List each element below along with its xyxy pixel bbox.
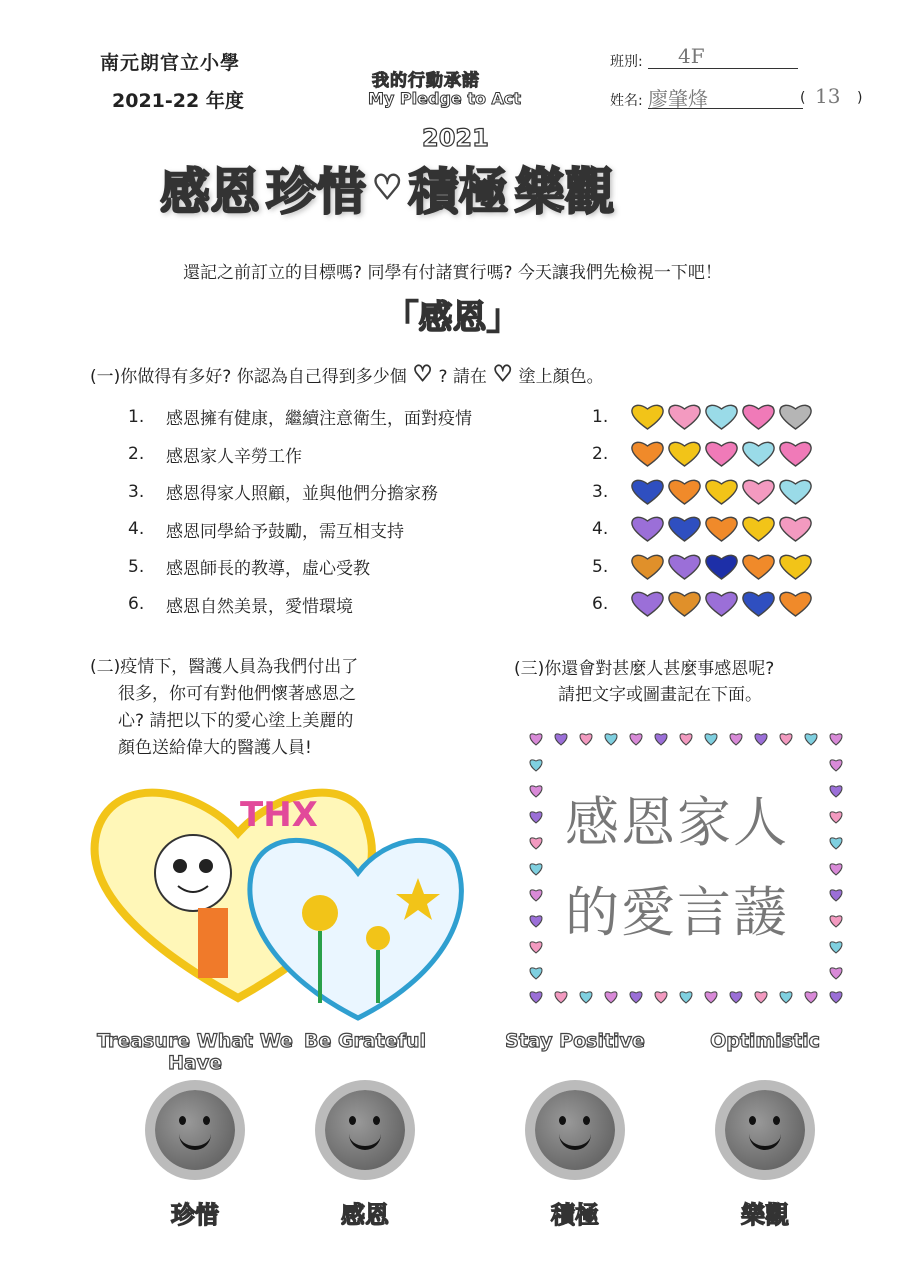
border-heart-icon: [805, 992, 817, 1003]
border-heart-icon: [530, 968, 542, 979]
colored-heart-icon[interactable]: [741, 439, 776, 469]
face-eye: [199, 859, 213, 873]
border-heart-icon: [705, 992, 717, 1003]
border-heart-icon: [755, 992, 767, 1003]
item-text: 感恩師長的教導，虛心受教: [166, 559, 370, 580]
heart-row: [592, 511, 832, 549]
question-3-prompt: [514, 656, 854, 708]
colored-heart-icon[interactable]: [704, 514, 739, 544]
colored-heart-icon[interactable]: [741, 552, 776, 582]
border-heart-icon: [605, 992, 617, 1003]
pledge-title-en: My Pledge to Act: [368, 89, 522, 108]
gratitude-item: [128, 511, 578, 549]
row-number: 3.: [592, 481, 609, 502]
heart-outline-icon: ♡: [412, 362, 433, 387]
border-heart-icon: [555, 992, 567, 1003]
item-text: 感恩自然美景，愛惜環境: [166, 596, 353, 617]
paren-close: ): [857, 90, 863, 106]
question-1-prompt: [90, 362, 604, 387]
face-drawing: [155, 835, 231, 911]
paren-open: (: [800, 90, 806, 106]
border-heart-icon: [530, 838, 542, 849]
gratitude-items-list: [128, 398, 578, 623]
border-heart-icon: [830, 760, 842, 771]
item-number: 4.: [128, 519, 145, 540]
q2-line: 很多，你可有對他們懷著感恩之: [118, 684, 356, 704]
sun-face-icon: [325, 1090, 405, 1170]
border-heart-icon: [830, 890, 842, 901]
body-drawing: [198, 908, 228, 978]
colored-heart-icon[interactable]: [704, 477, 739, 507]
border-heart-icon: [780, 734, 792, 745]
border-heart-icon: [730, 992, 742, 1003]
colored-heart-icon[interactable]: [630, 402, 665, 432]
value-sun: [665, 1030, 865, 1250]
banner-word-treasure: 珍惜: [266, 163, 366, 221]
border-heart-icon: [830, 734, 842, 745]
colored-heart-icon[interactable]: [667, 477, 702, 507]
heart-drawing: [88, 778, 468, 1028]
colored-heart-icon[interactable]: [704, 402, 739, 432]
border-heart-icon: [605, 734, 617, 745]
heart-outline-icon: ♡: [492, 362, 513, 387]
border-heart-icon: [705, 734, 717, 745]
gratitude-item: [128, 548, 578, 586]
handwritten-line: 感恩家人: [565, 791, 789, 854]
name-label: 姓名:: [610, 93, 643, 109]
handwritten-answer: [565, 778, 825, 958]
border-heart-icon: [530, 942, 542, 953]
colored-heart-icon[interactable]: [704, 552, 739, 582]
q2-line: 心? 請把以下的愛心塗上美麗的: [118, 711, 354, 731]
value-suns-row: [0, 1030, 905, 1270]
theme-banner: [160, 148, 760, 228]
border-heart-icon: [830, 942, 842, 953]
border-heart-icon: [830, 916, 842, 927]
colored-heart-icon[interactable]: [741, 514, 776, 544]
border-heart-icon: [530, 890, 542, 901]
colored-heart-icon[interactable]: [667, 439, 702, 469]
class-number-value: 13: [815, 84, 841, 108]
border-heart-icon: [555, 734, 567, 745]
sun-label: 積極: [551, 1201, 599, 1229]
sun-caption: Optimistic: [710, 1030, 820, 1052]
border-heart-icon: [530, 734, 542, 745]
border-heart-icon: [630, 734, 642, 745]
item-number: 2.: [128, 444, 145, 465]
row-number: 4.: [592, 519, 609, 540]
colored-heart-icon[interactable]: [778, 477, 813, 507]
colored-heart-icon[interactable]: [630, 589, 665, 619]
colored-heart-icon[interactable]: [630, 514, 665, 544]
sun-label: 感恩: [341, 1201, 389, 1229]
banner-word-positive: 積極: [408, 163, 509, 221]
colored-heart-icon[interactable]: [667, 402, 702, 432]
row-number: 1.: [592, 406, 609, 427]
border-heart-icon: [580, 734, 592, 745]
sun-caption: Treasure What We Have: [97, 1030, 293, 1074]
border-heart-icon: [580, 992, 592, 1003]
item-text: 感恩同學給予鼓勵，需互相支持: [166, 521, 404, 542]
thx-drawing-text: THX: [240, 795, 318, 835]
colored-heart-icon[interactable]: [630, 439, 665, 469]
school-name: 南元朗官立小學: [100, 52, 241, 74]
colored-heart-icon[interactable]: [704, 439, 739, 469]
gratitude-item: [128, 586, 578, 624]
pledge-title-zh: 我的行動承諾: [372, 71, 480, 91]
border-heart-icon: [530, 864, 542, 875]
border-heart-icon: [655, 734, 667, 745]
colored-heart-icon[interactable]: [667, 589, 702, 619]
sun-label: 珍惜: [171, 1201, 219, 1229]
heart-row: [592, 436, 832, 474]
border-heart-icon: [830, 786, 842, 797]
border-heart-icon: [830, 864, 842, 875]
flower-drawing: [302, 895, 338, 931]
border-heart-icon: [830, 992, 842, 1003]
banner-word-optimistic: 樂觀: [514, 163, 615, 221]
border-heart-icon: [780, 992, 792, 1003]
colored-heart-icon[interactable]: [778, 439, 813, 469]
section-title: 「感恩」: [384, 298, 521, 338]
row-number: 5.: [592, 556, 609, 577]
item-number: 6.: [128, 594, 145, 615]
border-heart-icon: [655, 992, 667, 1003]
q1-suffix: 塗上顏色。: [518, 367, 604, 387]
border-heart-icon: [530, 760, 542, 771]
border-heart-icon: [530, 992, 542, 1003]
border-heart-icon: [755, 734, 767, 745]
handwritten-line: 的愛言蘐: [565, 881, 789, 944]
sun-caption: Stay Positive: [505, 1030, 645, 1052]
border-heart-icon: [805, 734, 817, 745]
name-value: 廖肇烽: [648, 87, 708, 111]
heart-icon: ♡: [372, 168, 403, 208]
intro-text: 還記之前訂立的目標嗎? 同學有付諸實行嗎? 今天讓我們先檢視一下吧！: [183, 263, 722, 283]
banner-year: 2021: [422, 124, 489, 152]
class-field-line[interactable]: [648, 68, 798, 69]
heart-row: [592, 586, 832, 624]
value-sun: [265, 1030, 465, 1250]
colored-heart-icon[interactable]: [778, 402, 813, 432]
q1-middle: ? 請在: [438, 367, 487, 387]
item-number: 5.: [128, 556, 145, 577]
face-eye: [173, 859, 187, 873]
class-value: 4F: [678, 44, 705, 68]
right-heart-outline: [250, 840, 461, 1018]
item-number: 3.: [128, 481, 145, 502]
q1-prefix: (一)你做得有多好? 你認為自己得到多少個: [90, 367, 407, 387]
border-heart-icon: [830, 968, 842, 979]
colored-heart-icon[interactable]: [630, 552, 665, 582]
q2-line: 顏色送給偉大的醫護人員!: [118, 738, 312, 758]
value-sun: [475, 1030, 675, 1250]
gratitude-item: [128, 398, 578, 436]
border-heart-icon: [530, 786, 542, 797]
colored-heart-icon[interactable]: [667, 514, 702, 544]
heart-row: [592, 548, 832, 586]
colored-heart-icon[interactable]: [741, 402, 776, 432]
colored-heart-icon[interactable]: [778, 589, 813, 619]
sun-caption: Be Grateful: [303, 1030, 427, 1052]
colored-heart-icon[interactable]: [741, 477, 776, 507]
item-number: 1.: [128, 406, 145, 427]
colored-heart-icon[interactable]: [741, 589, 776, 619]
q2-line: (二)疫情下，醫護人員為我們付出了: [90, 657, 359, 677]
item-text: 感恩得家人照顧，並與他們分擔家務: [166, 484, 438, 505]
border-heart-icon: [630, 992, 642, 1003]
gratitude-item: [128, 473, 578, 511]
heart-row: [592, 398, 832, 436]
border-heart-icon: [830, 838, 842, 849]
row-number: 2.: [592, 444, 609, 465]
q3-line: (三)你還會對甚麼人甚麼事感恩呢?: [514, 659, 775, 679]
class-label: 班別:: [610, 54, 643, 70]
colored-heart-icon[interactable]: [778, 514, 813, 544]
sun-face-icon: [725, 1090, 805, 1170]
border-heart-icon: [680, 734, 692, 745]
q3-line: 請把文字或圖畫記在下面。: [558, 685, 762, 705]
sun-face-icon: [535, 1090, 615, 1170]
question-2-prompt: [90, 654, 450, 762]
gratitude-item: [128, 436, 578, 474]
border-heart-icon: [680, 992, 692, 1003]
border-heart-icon: [530, 812, 542, 823]
banner-word-gratitude: 感恩: [160, 163, 260, 221]
colored-heart-icon[interactable]: [778, 552, 813, 582]
border-heart-icon: [530, 916, 542, 927]
border-heart-icon: [730, 734, 742, 745]
school-year: 2021-22 年度: [112, 90, 244, 112]
heart-rating-grid: [592, 398, 832, 623]
colored-heart-icon[interactable]: [704, 589, 739, 619]
colored-heart-icon[interactable]: [630, 477, 665, 507]
sun-face-icon: [155, 1090, 235, 1170]
border-heart-icon: [830, 812, 842, 823]
colored-heart-icon[interactable]: [667, 552, 702, 582]
sun-label: 樂觀: [741, 1201, 789, 1229]
item-text: 感恩家人辛勞工作: [166, 446, 302, 467]
heart-row: [592, 473, 832, 511]
flower-drawing: [366, 926, 390, 950]
item-text: 感恩擁有健康，繼續注意衛生，面對疫情: [166, 409, 472, 430]
row-number: 6.: [592, 594, 609, 615]
